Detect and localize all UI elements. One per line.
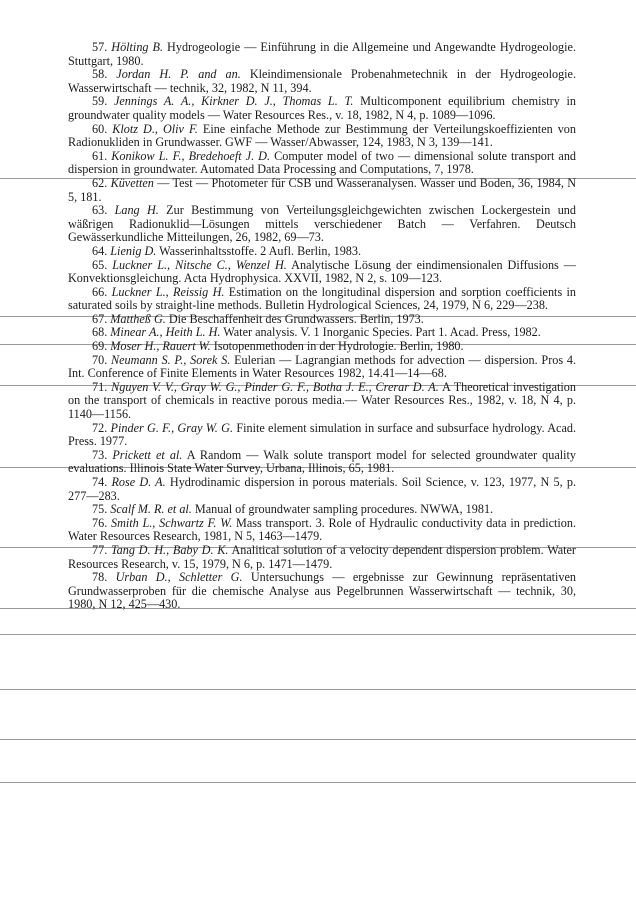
reference-authors: Prickett et al. [112, 447, 183, 462]
reference-citation: Water analysis. V. 1 Inorganic Species. Part 1. Acad. Press, 1982. [220, 325, 541, 340]
reference-number: 66. [92, 284, 108, 299]
reference-authors: Tang D. H., Baby D. K. [110, 542, 229, 557]
reference-entry [68, 313, 576, 327]
reference-citation: Finite element simulation in surface and subsurface hydrology. Acad. Press. 1977. [68, 420, 577, 449]
reference-authors: Küvetten [110, 175, 154, 190]
reference-authors: Moser H., Rauert W. [110, 339, 211, 354]
reference-citation: Kleindimensionale Probenahmetechnik in der Hydrogeologie. Wasserwirtschaft — technik, 32, 1982, N 11, 394. [68, 67, 577, 95]
reference-citation: Analitical solution of a velocity dependent dispersion problem. Water Resources Research, v. 15, 1979, N 6, p. 1471—1479. [68, 542, 576, 571]
reference-number: 75. [92, 502, 108, 517]
scan-line [0, 634, 636, 635]
reference-citation: — Test — Photometer für CSB und Wasseranalysen. Wasser und Boden, 36, 1984, N 5, 181. [68, 175, 576, 204]
reference-citation: Hydrodinamic dispersion in porous materials. Soil Science, v. 123, 1977, N 5, p. 277—283. [68, 475, 577, 503]
reference-entry [68, 326, 576, 340]
reference-citation: Wasserinhaltsstoffe. 2 Aufl. Berlin, 1983. [156, 243, 362, 258]
reference-citation: Mass transport. 3. Role of Hydraulic conductivity data in prediction. Water Resources Research, 1981, N 5, 1463—1479. [68, 515, 577, 544]
reference-number: 73. [92, 447, 108, 462]
reference-citation: Hydrogeologie — Einführung in die Allgemeine und Angewandte Hydrogeologie. Stuttgart, 1980. [68, 40, 576, 68]
reference-number: 59. [92, 94, 108, 109]
reference-entry [68, 449, 576, 476]
reference-number: 68. [92, 325, 108, 340]
reference-number: 64. [92, 243, 108, 258]
reference-entry [68, 422, 576, 449]
reference-number: 63. [92, 203, 108, 218]
reference-list [68, 41, 576, 612]
reference-citation: Isotopenmethoden in der Hydrologie. Berlin, 1980. [210, 339, 464, 354]
reference-citation: Eine einfache Methode zur Bestimmung der Verteilungskoeffizienten von Radionukliden in Grundwasser. GWF — Wasser/Abwasser, 124, 1983, N 3, 139—141. [68, 121, 576, 150]
reference-authors: Rose D. A. [111, 475, 166, 489]
reference-entry [68, 150, 576, 177]
reference-authors: Neumann S. P., Sorek S. [111, 352, 231, 367]
reference-authors: Mattheß G. [110, 311, 166, 326]
reference-number: 69. [92, 339, 108, 354]
reference-authors: Jennings A. A., Kirkner D. J., Thomas L. T. [113, 94, 354, 109]
reference-authors: Scalf M. R. et al. [110, 502, 192, 517]
reference-authors: Lang H. [114, 203, 159, 218]
reference-authors: Luckner L., Nitsche C., Wenzel H. [112, 257, 287, 272]
reference-citation: Estimation on the longitudinal dispersion and sorption coefficients in saturated soils by straight-line methods. Bulletin Hydrological Sciences, 24, 1979, N 6, 229—238. [68, 284, 576, 313]
reference-authors: Smith L., Schwartz F. W. [110, 515, 233, 530]
scan-line [0, 739, 636, 740]
reference-authors: Klotz D., Oliv F. [112, 121, 198, 136]
reference-number: 72. [92, 420, 108, 435]
reference-entry [68, 204, 576, 245]
reference-number: 57. [92, 40, 108, 54]
reference-entry [68, 476, 576, 503]
reference-number: 70. [92, 352, 108, 367]
reference-citation: Die Beschaffenheit des Grundwassers. Berlin, 1973. [165, 311, 424, 326]
scan-line [0, 782, 636, 783]
reference-number: 71. [92, 379, 108, 394]
reference-citation: A Random — Walk solute transport model for selected groundwater quality evaluations. Illinois State Water Survey, Urbana, Illinois, 65, 1981. [68, 447, 577, 476]
reference-number: 67. [92, 311, 108, 326]
reference-citation: Manual of groundwater sampling procedures. NWWA, 1981. [191, 502, 494, 517]
reference-citation: Analytische Lösung der eindimensionalen Diffusions — Konvektionsgleichung. Acta Hydrophysica. XXVII, 1982, N 2, s. 109—123. [68, 257, 576, 286]
reference-entry [68, 517, 576, 544]
reference-number: 60. [92, 121, 108, 136]
reference-authors: Luckner L., Reissig H. [111, 284, 225, 299]
reference-number: 76. [92, 515, 108, 530]
reference-number: 61. [92, 148, 108, 163]
reference-entry [68, 41, 576, 68]
reference-entry [68, 68, 576, 95]
reference-citation: Computer model of two — dimensional solute transport and dispersion in groundwater. Automated Data Processing and Computations, 7, 1978. [68, 148, 577, 177]
reference-authors: Pinder G. F., Gray W. G. [110, 420, 234, 435]
reference-entry [68, 503, 576, 517]
reference-entry [68, 286, 576, 313]
reference-entry [68, 259, 576, 286]
scan-line [0, 689, 636, 690]
reference-number: 78. [92, 570, 108, 585]
reference-citation: Untersuchungs — ergebnisse zur Gewinnung repräsentativen Grundwasserproben für die chemische Analyse aus Pegelbrunnen Wasserwirtschaft — technik, 30, 1980, N 12, 425—430. [68, 570, 577, 612]
reference-citation: Eulerian — Lagrangian methods for advection — dispersion. Pros 4. Int. Conference of Finite Elements in Water Resources 1982, 14.41—14—68. [68, 352, 577, 381]
reference-number: 65. [92, 257, 108, 272]
reference-number: 74. [92, 475, 108, 489]
reference-entry [68, 177, 576, 204]
reference-citation: Zur Bestimmung von Verteilungsgleichgewichten zwischen Lockergestein und wäßrigen Radionuklid—Lösungen mittels verschiedener Batch — Verfahren. Deutsch Gewässerkundliche Mitteilungen, 26, 1982, 69—73. [68, 203, 576, 245]
reference-entry [68, 354, 576, 381]
reference-number: 77. [92, 542, 108, 557]
reference-entry [68, 123, 576, 150]
reference-authors: Jordan H. P. and an. [116, 67, 241, 82]
reference-authors: Urban D., Schletter G. [115, 570, 243, 585]
reference-entry [68, 571, 576, 612]
reference-entry [68, 245, 576, 259]
reference-entry [68, 340, 576, 354]
reference-citation: Multicomponent equilibrium chemistry in groundwater quality models — Water Resources Res., v. 18, 1982, N 4, p. 1089—1096. [68, 94, 577, 122]
reference-citation: A Theoretical investigation on the transport of chemicals in reactive porous media.— Water Resources Res., 1982, v. 18, N 4, p. 1140—1156. [68, 379, 576, 422]
reference-entry [68, 544, 576, 571]
reference-authors: Konikow L. F., Bredehoeft J. D. [111, 148, 271, 163]
reference-entry [68, 95, 576, 122]
reference-authors: Lienig D. [110, 243, 157, 258]
reference-authors: Hölting B. [111, 40, 164, 54]
reference-number: 62. [92, 175, 108, 190]
reference-entry [68, 381, 576, 422]
reference-authors: Nguyen V. V., Gray W. G., Pinder G. F., Botha J. E., Crerar D. A. [111, 379, 439, 394]
reference-number: 58. [92, 67, 108, 82]
reference-authors: Minear A., Heith L. H. [110, 325, 221, 340]
